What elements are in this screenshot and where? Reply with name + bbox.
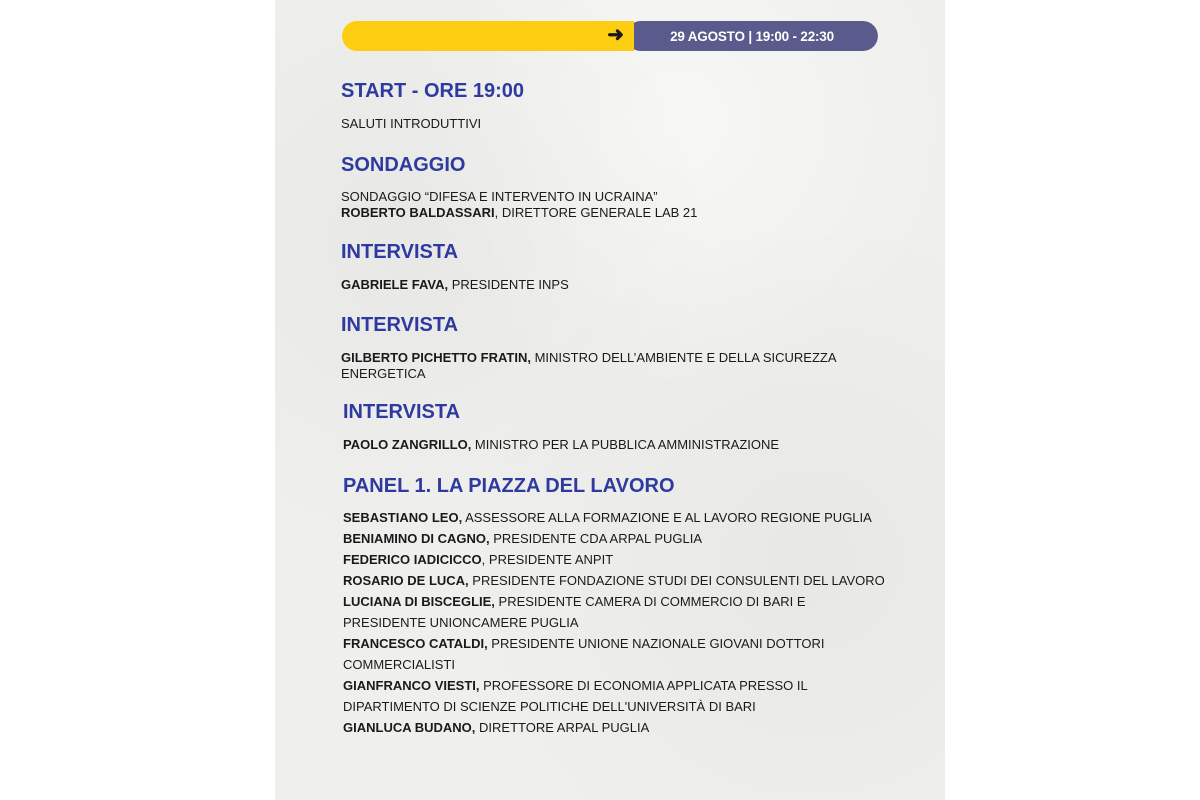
- section-start: [341, 78, 911, 130]
- speaker-name: ROBERTO BALDASSARI: [341, 205, 495, 220]
- speaker-role: ASSESSORE ALLA FORMAZIONE E AL LAVORO REGIONE PUGLIA: [462, 510, 872, 525]
- banner-yellow-bar: [342, 21, 634, 51]
- speaker-name: SEBASTIANO LEO,: [343, 510, 463, 525]
- speaker-name: PAOLO ZANGRILLO,: [343, 437, 472, 452]
- speaker-role: , PRESIDENTE ANPIT: [481, 552, 614, 567]
- section-panel-1: [343, 473, 903, 738]
- section-title: INTERVISTA: [341, 241, 459, 263]
- speaker-name: BENIAMINO DI CAGNO,: [343, 531, 490, 546]
- speaker-item: [343, 717, 903, 738]
- speaker-role: , DIRETTORE GENERALE LAB 21: [494, 205, 698, 220]
- speaker-item: [343, 633, 843, 675]
- speaker-name: GIANFRANCO VIESTI,: [343, 678, 480, 693]
- speaker-role: PROFESSORE DI ECONOMIA APPLICATA PRESSO IL DIPARTIMENTO DI SCIENZE POLITICHE DELL'UNIVERSITÀ DI BARI: [343, 678, 808, 714]
- section-title: SONDAGGIO: [341, 154, 466, 176]
- arrow-right-icon: ➜: [607, 24, 624, 46]
- section-intervista-2: [341, 312, 861, 380]
- speaker-name: GILBERTO PICHETTO FRATIN,: [341, 350, 531, 365]
- speaker-name: GABRIELE FAVA,: [341, 277, 449, 292]
- section-sondaggio: [341, 152, 911, 218]
- section-intervista-3: [343, 399, 911, 451]
- section-title: PANEL 1. LA PIAZZA DEL LAVORO: [343, 475, 675, 497]
- speaker-item: [343, 591, 823, 633]
- speaker-item: [343, 570, 903, 591]
- speaker-item: [343, 528, 903, 549]
- speaker-role: PRESIDENTE CAMERA DI COMMERCIO DI BARI E PRESIDENTE UNIONCAMERE PUGLIA: [343, 594, 806, 630]
- speaker-name: GIANLUCA BUDANO,: [343, 720, 476, 735]
- speaker-name: LUCIANA DI BISCEGLIE,: [343, 594, 495, 609]
- program-content: [341, 78, 911, 738]
- speaker-role: DIRETTORE ARPAL PUGLIA: [475, 720, 650, 735]
- section-line: SONDAGGIO “DIFESA E INTERVENTO IN UCRAINA”: [341, 189, 658, 204]
- speaker-role: PRESIDENTE UNIONE NAZIONALE GIOVANI DOTTORI COMMERCIALISTI: [343, 636, 825, 672]
- speaker-role: PRESIDENTE INPS: [448, 277, 569, 292]
- section-line: [341, 205, 911, 221]
- speaker-list: [343, 507, 903, 738]
- speaker-item: [343, 507, 903, 528]
- speaker-role: PRESIDENTE FONDAZIONE STUDI DEI CONSULENTI DEL LAVORO: [468, 573, 885, 588]
- section-title: START - ORE 19:00: [341, 80, 524, 102]
- section-line: [343, 437, 911, 453]
- section-line: [341, 350, 861, 382]
- date-banner: [342, 21, 878, 51]
- section-title: INTERVISTA: [343, 401, 461, 423]
- speaker-item: [343, 675, 833, 717]
- speaker-role: PRESIDENTE CDA ARPAL PUGLIA: [489, 531, 703, 546]
- speaker-name: ROSARIO DE LUCA,: [343, 573, 469, 588]
- speaker-role: MINISTRO PER LA PUBBLICA AMMINISTRAZIONE: [471, 437, 780, 452]
- speaker-role: MINISTRO DELL’AMBIENTE E DELLA SICUREZZA ENERGETICA: [341, 350, 836, 381]
- speaker-name: FRANCESCO CATALDI,: [343, 636, 488, 651]
- section-title: INTERVISTA: [341, 314, 459, 336]
- speaker-name: FEDERICO IADICICCO: [343, 552, 482, 567]
- section-intervista-1: [341, 239, 911, 291]
- speaker-item: [343, 549, 903, 570]
- section-line: [341, 277, 911, 293]
- event-date: 29 AGOSTO | 19:00 - 22:30: [626, 21, 878, 51]
- section-line: SALUTI INTRODUTTIVI: [341, 116, 482, 131]
